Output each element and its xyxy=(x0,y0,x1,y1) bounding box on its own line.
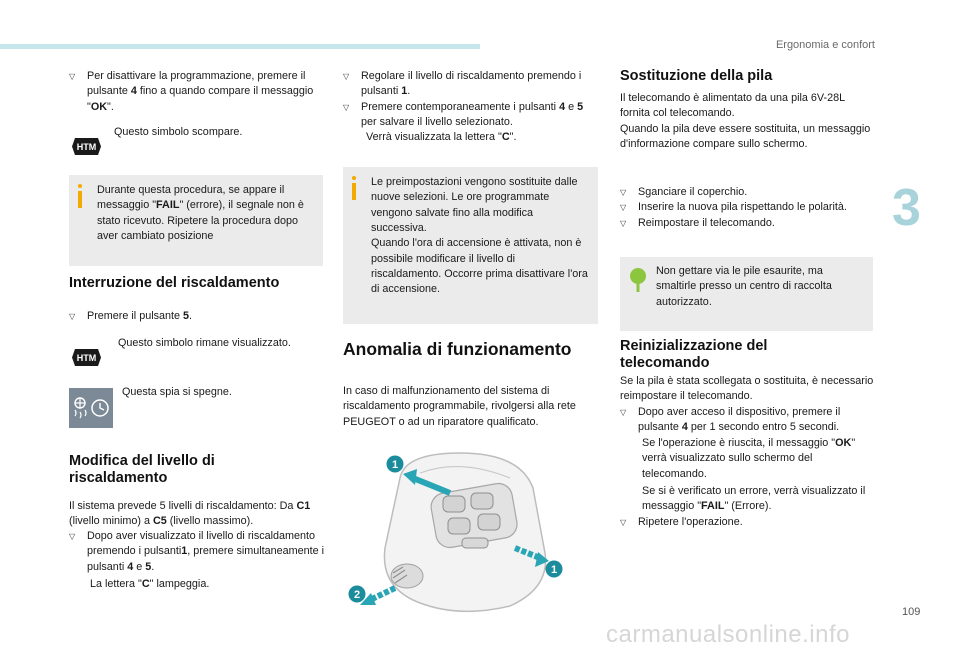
heading-interruzione: Interruzione del riscaldamento xyxy=(69,275,280,291)
save-step: ▽ Premere contemporaneamente i pulsanti 4 e 5 per salvare il livello selezionato. xyxy=(343,100,598,131)
interrupt-step-list xyxy=(69,309,327,324)
section-title: Ergonomia e confort xyxy=(775,39,875,51)
chapter-number: 3 xyxy=(892,179,921,237)
interrupt-step: ▽ Premere il pulsante 5. xyxy=(69,309,327,324)
info-icon xyxy=(78,184,82,208)
heading-modifica-livello: Modifica del livello di riscaldamento xyxy=(69,453,215,487)
level-step-list xyxy=(69,529,327,575)
reset-repeat-list xyxy=(620,515,878,530)
eco-note: Non gettare via le pile esaurite, ma smaltirle presso un centro di raccolta autorizzato. xyxy=(620,257,873,331)
adjust-step: ▽ Regolare il livello di riscaldamento premendo i pulsanti 1. xyxy=(343,69,598,100)
symbol-stays-text: Questo simbolo rimane visualizzato. xyxy=(118,337,291,349)
level-intro: Il sistema prevede 5 livelli di riscaldamento: Da C1 (livello minimo) a C5 (livello massimo). xyxy=(69,500,311,528)
svg-text:HTM: HTM xyxy=(76,142,97,152)
callout-1-top xyxy=(386,455,404,473)
level-blink-text: La lettera "C" lampeggia. xyxy=(90,578,210,590)
battery-step: ▽ Inserire la nuova pila rispettando le polarità. xyxy=(620,200,880,215)
disable-step: ▽ Per disattivare la programmazione, premere il pulsante 4 fino a quando compare il messaggio "OK". xyxy=(69,69,327,115)
disable-step-list xyxy=(69,69,327,115)
svg-text:1: 1 xyxy=(391,459,399,471)
reset-error-text: Se si è verificato un errore, verrà visualizzato il messaggio "FAIL" (Errore). xyxy=(642,485,866,513)
heading-anomalia: Anomalia di funzionamento xyxy=(343,339,572,359)
htm-icon xyxy=(71,137,102,156)
callout-1-bottom xyxy=(545,560,563,578)
htm-icon xyxy=(71,348,102,367)
reset-step: ▽ Dopo aver acceso il dispositivo, premere il pulsante 4 per 1 secondo entro 5 secondi. xyxy=(620,405,878,436)
lamp-off-text: Questa spia si spegne. xyxy=(122,386,232,398)
battery-step: ▽ Reimpostare il telecomando. xyxy=(620,216,880,231)
heading-sostituzione-pila: Sostituzione della pila xyxy=(620,68,773,84)
info-icon xyxy=(352,176,356,200)
reset-repeat-step: ▽ Ripetere l'operazione. xyxy=(620,515,878,530)
heading-reinizializzazione: Reinizializzazione del telecomando xyxy=(620,338,768,372)
svg-text:2: 2 xyxy=(353,589,361,601)
page-number: 109 xyxy=(902,606,921,618)
header-accent-bar xyxy=(0,44,480,49)
tree-icon xyxy=(628,267,648,293)
fail-note: Durante questa procedura, se appare il messaggio "FAIL" (errore), il segnale non è stato ricevuto. Ripetere la procedura dopo aver cambiato posizione xyxy=(69,175,323,266)
battery-intro: Il telecomando è alimentato da una pila 6V-28L fornita col telecomando. Quando la pila deve essere sostituita, un messaggio d'informazione compare sullo schermo. xyxy=(620,92,871,150)
save-result-text: Verrà visualizzata la lettera "C". xyxy=(366,131,517,143)
svg-text:1: 1 xyxy=(550,564,558,576)
heater-warning-lamp-icon xyxy=(69,388,113,428)
reset-ok-text: Se l'operazione è riuscita, il messaggio "OK" verrà visualizzato sullo schermo del telecomando. xyxy=(642,437,856,480)
battery-step: ▽ Sganciare il coperchio. xyxy=(620,185,880,200)
watermark-text: carmanualsonline.info xyxy=(606,621,850,648)
svg-text:HTM: HTM xyxy=(76,353,97,363)
battery-step-list xyxy=(620,185,880,231)
callout-2 xyxy=(348,585,366,603)
level-step: ▽ Dopo aver visualizzato il livello di riscaldamento premendo i pulsanti1, premere simultaneamente i pulsanti 4 e 5. xyxy=(69,529,327,575)
presets-note: Le preimpostazioni vengono sostituite dalle nuove selezioni. Le ore programmate vengono salvate fino alla modifica successiva. Quando l'ora di accensione è attivata, non è possibile modificare il livello di riscaldamento. Occorre prima disattivare l'ora di accensione. xyxy=(343,167,598,324)
remote-control-illustration xyxy=(345,448,565,618)
reset-step-list xyxy=(620,405,878,436)
adjust-step-list xyxy=(343,69,598,130)
symbol-disappears-text: Questo simbolo scompare. xyxy=(114,126,243,138)
reset-intro: Se la pila è stata scollegata o sostituita, è necessario reimpostare il telecomando. xyxy=(620,375,874,403)
fault-text: In caso di malfunzionamento del sistema di riscaldamento programmabile, rivolgersi alla rete PEUGEOT o ad un riparatore qualificato. xyxy=(343,385,576,428)
